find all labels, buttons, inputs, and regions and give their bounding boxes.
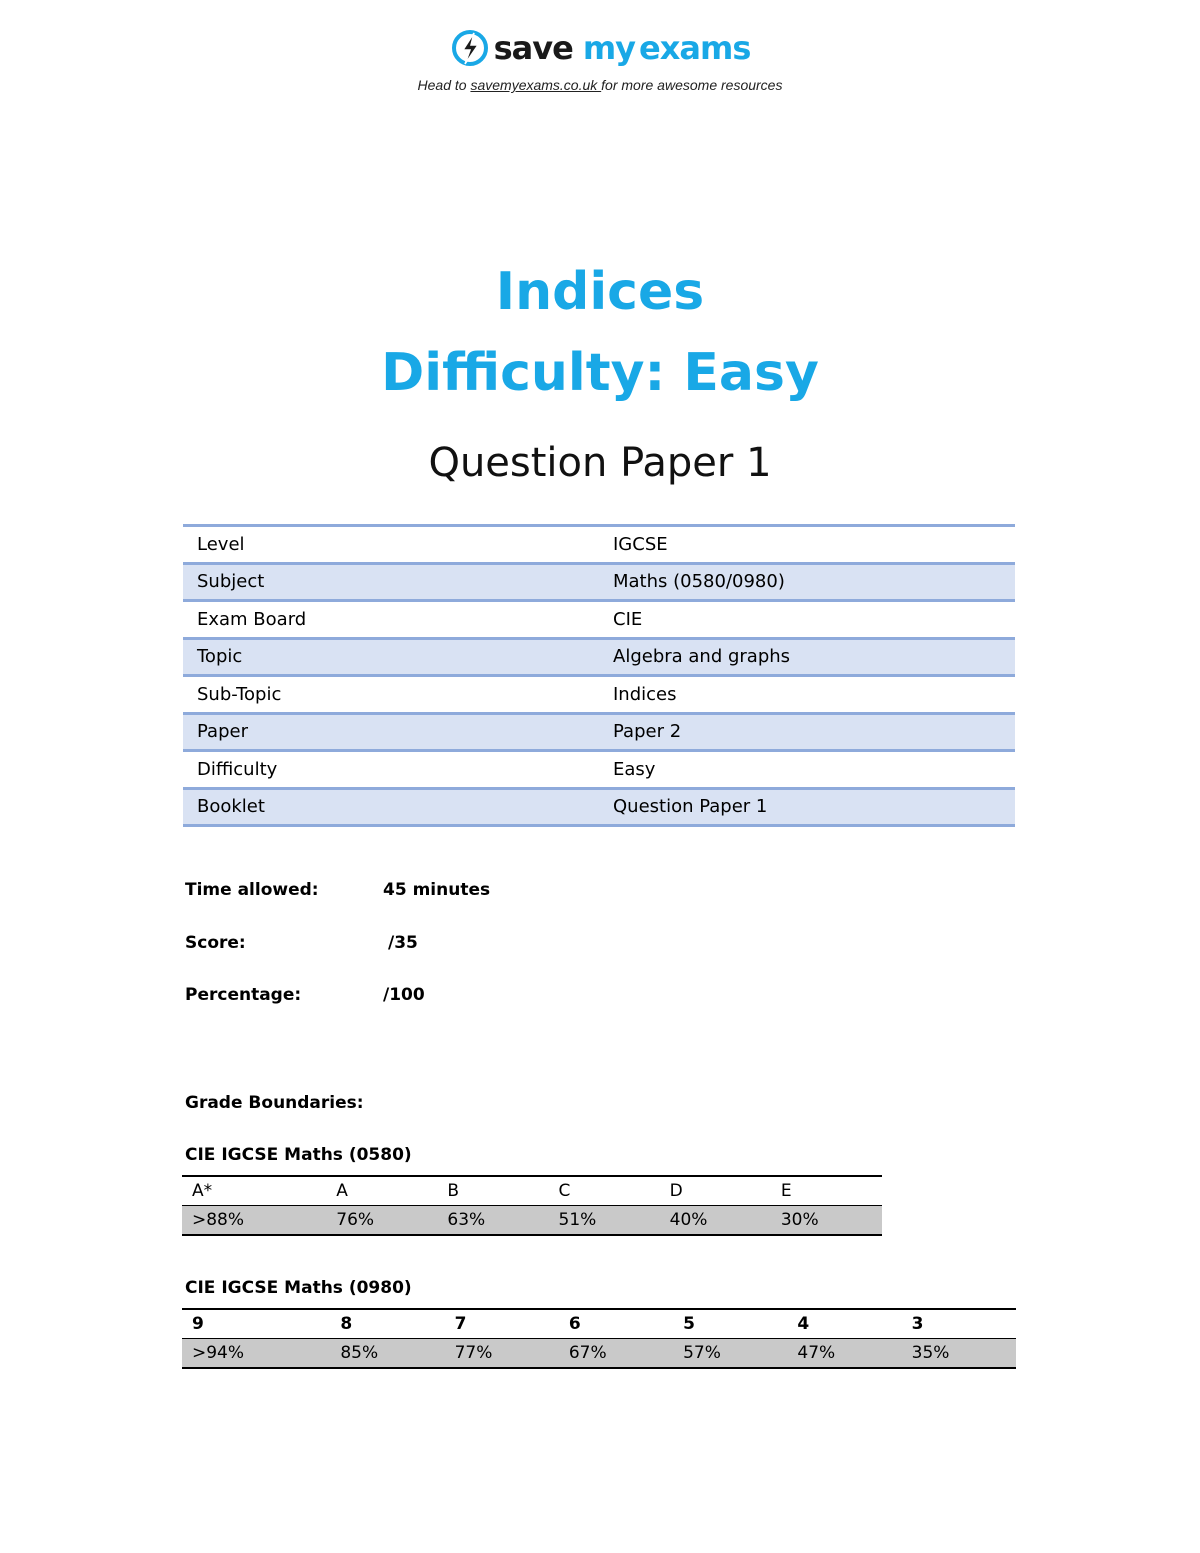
info-row <box>183 788 1015 826</box>
score <box>185 933 418 953</box>
info-key: Exam Board <box>183 601 599 639</box>
info-value: Algebra and graphs <box>599 638 1015 676</box>
percent-cell: 63% <box>437 1206 548 1236</box>
percent-cell: 67% <box>559 1339 673 1369</box>
info-key: Difficulty <box>183 751 599 789</box>
percent-row <box>182 1339 1016 1369</box>
info-key: Topic <box>183 638 599 676</box>
lightning-bolt-icon <box>450 28 490 68</box>
time-value: 45 minutes <box>383 880 491 900</box>
grade-cell: D <box>660 1176 771 1206</box>
paper-subtitle: Question Paper 1 <box>428 440 772 486</box>
tagline <box>0 77 1200 93</box>
grade-row <box>182 1176 882 1206</box>
info-row <box>183 601 1015 639</box>
percent-cell: 77% <box>445 1339 559 1369</box>
percentage-label: Percentage: <box>185 985 302 1005</box>
table-0580-label: CIE IGCSE Maths (0580) <box>185 1145 412 1165</box>
percent-cell: 30% <box>771 1206 882 1236</box>
info-key: Booklet <box>183 788 599 826</box>
info-row <box>183 638 1015 676</box>
percent-cell: 51% <box>549 1206 660 1236</box>
grade-cell: A <box>326 1176 437 1206</box>
info-key: Level <box>183 526 599 564</box>
info-row <box>183 563 1015 601</box>
brand-logo <box>0 28 1200 73</box>
logo-word-exams: exams <box>639 29 751 67</box>
score-value: /35 <box>388 933 418 953</box>
info-value: IGCSE <box>599 526 1015 564</box>
logo-word-my: my <box>582 29 636 67</box>
info-key: Sub-Topic <box>183 676 599 714</box>
percent-cell: 40% <box>660 1206 771 1236</box>
grade-cell: 6 <box>559 1309 673 1339</box>
percent-cell: 76% <box>326 1206 437 1236</box>
page-title: Indices <box>495 262 705 322</box>
percent-cell: 47% <box>787 1339 901 1369</box>
grade-cell: 3 <box>902 1309 1016 1339</box>
info-row <box>183 751 1015 789</box>
grade-cell: A* <box>182 1176 326 1206</box>
info-value: Indices <box>599 676 1015 714</box>
info-row <box>183 526 1015 564</box>
info-table <box>183 524 1015 827</box>
tagline-suffix: for more awesome resources <box>601 77 783 93</box>
info-row <box>183 713 1015 751</box>
percent-cell: 35% <box>902 1339 1016 1369</box>
info-value: CIE <box>599 601 1015 639</box>
percentage <box>185 985 425 1005</box>
info-row <box>183 676 1015 714</box>
percent-row <box>182 1206 882 1236</box>
grade-cell: 4 <box>787 1309 901 1339</box>
grade-cell: 8 <box>330 1309 444 1339</box>
percent-cell: 57% <box>673 1339 787 1369</box>
percentage-value: /100 <box>383 985 425 1005</box>
logo-word-save: save <box>493 29 573 67</box>
percent-cell: >88% <box>182 1206 326 1236</box>
info-key: Subject <box>183 563 599 601</box>
grade-cell: B <box>437 1176 548 1206</box>
grade-boundaries-heading: Grade Boundaries: <box>185 1093 364 1113</box>
percent-cell: >94% <box>182 1339 330 1369</box>
grade-cell: 7 <box>445 1309 559 1339</box>
difficulty-title: Difficulty: Easy <box>381 343 819 403</box>
grade-cell: C <box>549 1176 660 1206</box>
grade-table-0580 <box>182 1175 882 1236</box>
info-value: Question Paper 1 <box>599 788 1015 826</box>
grade-row <box>182 1309 1016 1339</box>
score-label: Score: <box>185 933 246 953</box>
grade-cell: 9 <box>182 1309 330 1339</box>
time-allowed <box>185 880 491 900</box>
time-label: Time allowed: <box>185 880 319 900</box>
percent-cell: 85% <box>330 1339 444 1369</box>
grade-cell: E <box>771 1176 882 1206</box>
info-value: Paper 2 <box>599 713 1015 751</box>
info-value: Maths (0580/0980) <box>599 563 1015 601</box>
info-value: Easy <box>599 751 1015 789</box>
grade-table-0980 <box>182 1308 1016 1369</box>
grade-cell: 5 <box>673 1309 787 1339</box>
tagline-prefix: Head to <box>417 77 471 93</box>
table-0980-label: CIE IGCSE Maths (0980) <box>185 1278 412 1298</box>
tagline-link[interactable]: savemyexams.co.uk <box>470 77 602 93</box>
info-key: Paper <box>183 713 599 751</box>
